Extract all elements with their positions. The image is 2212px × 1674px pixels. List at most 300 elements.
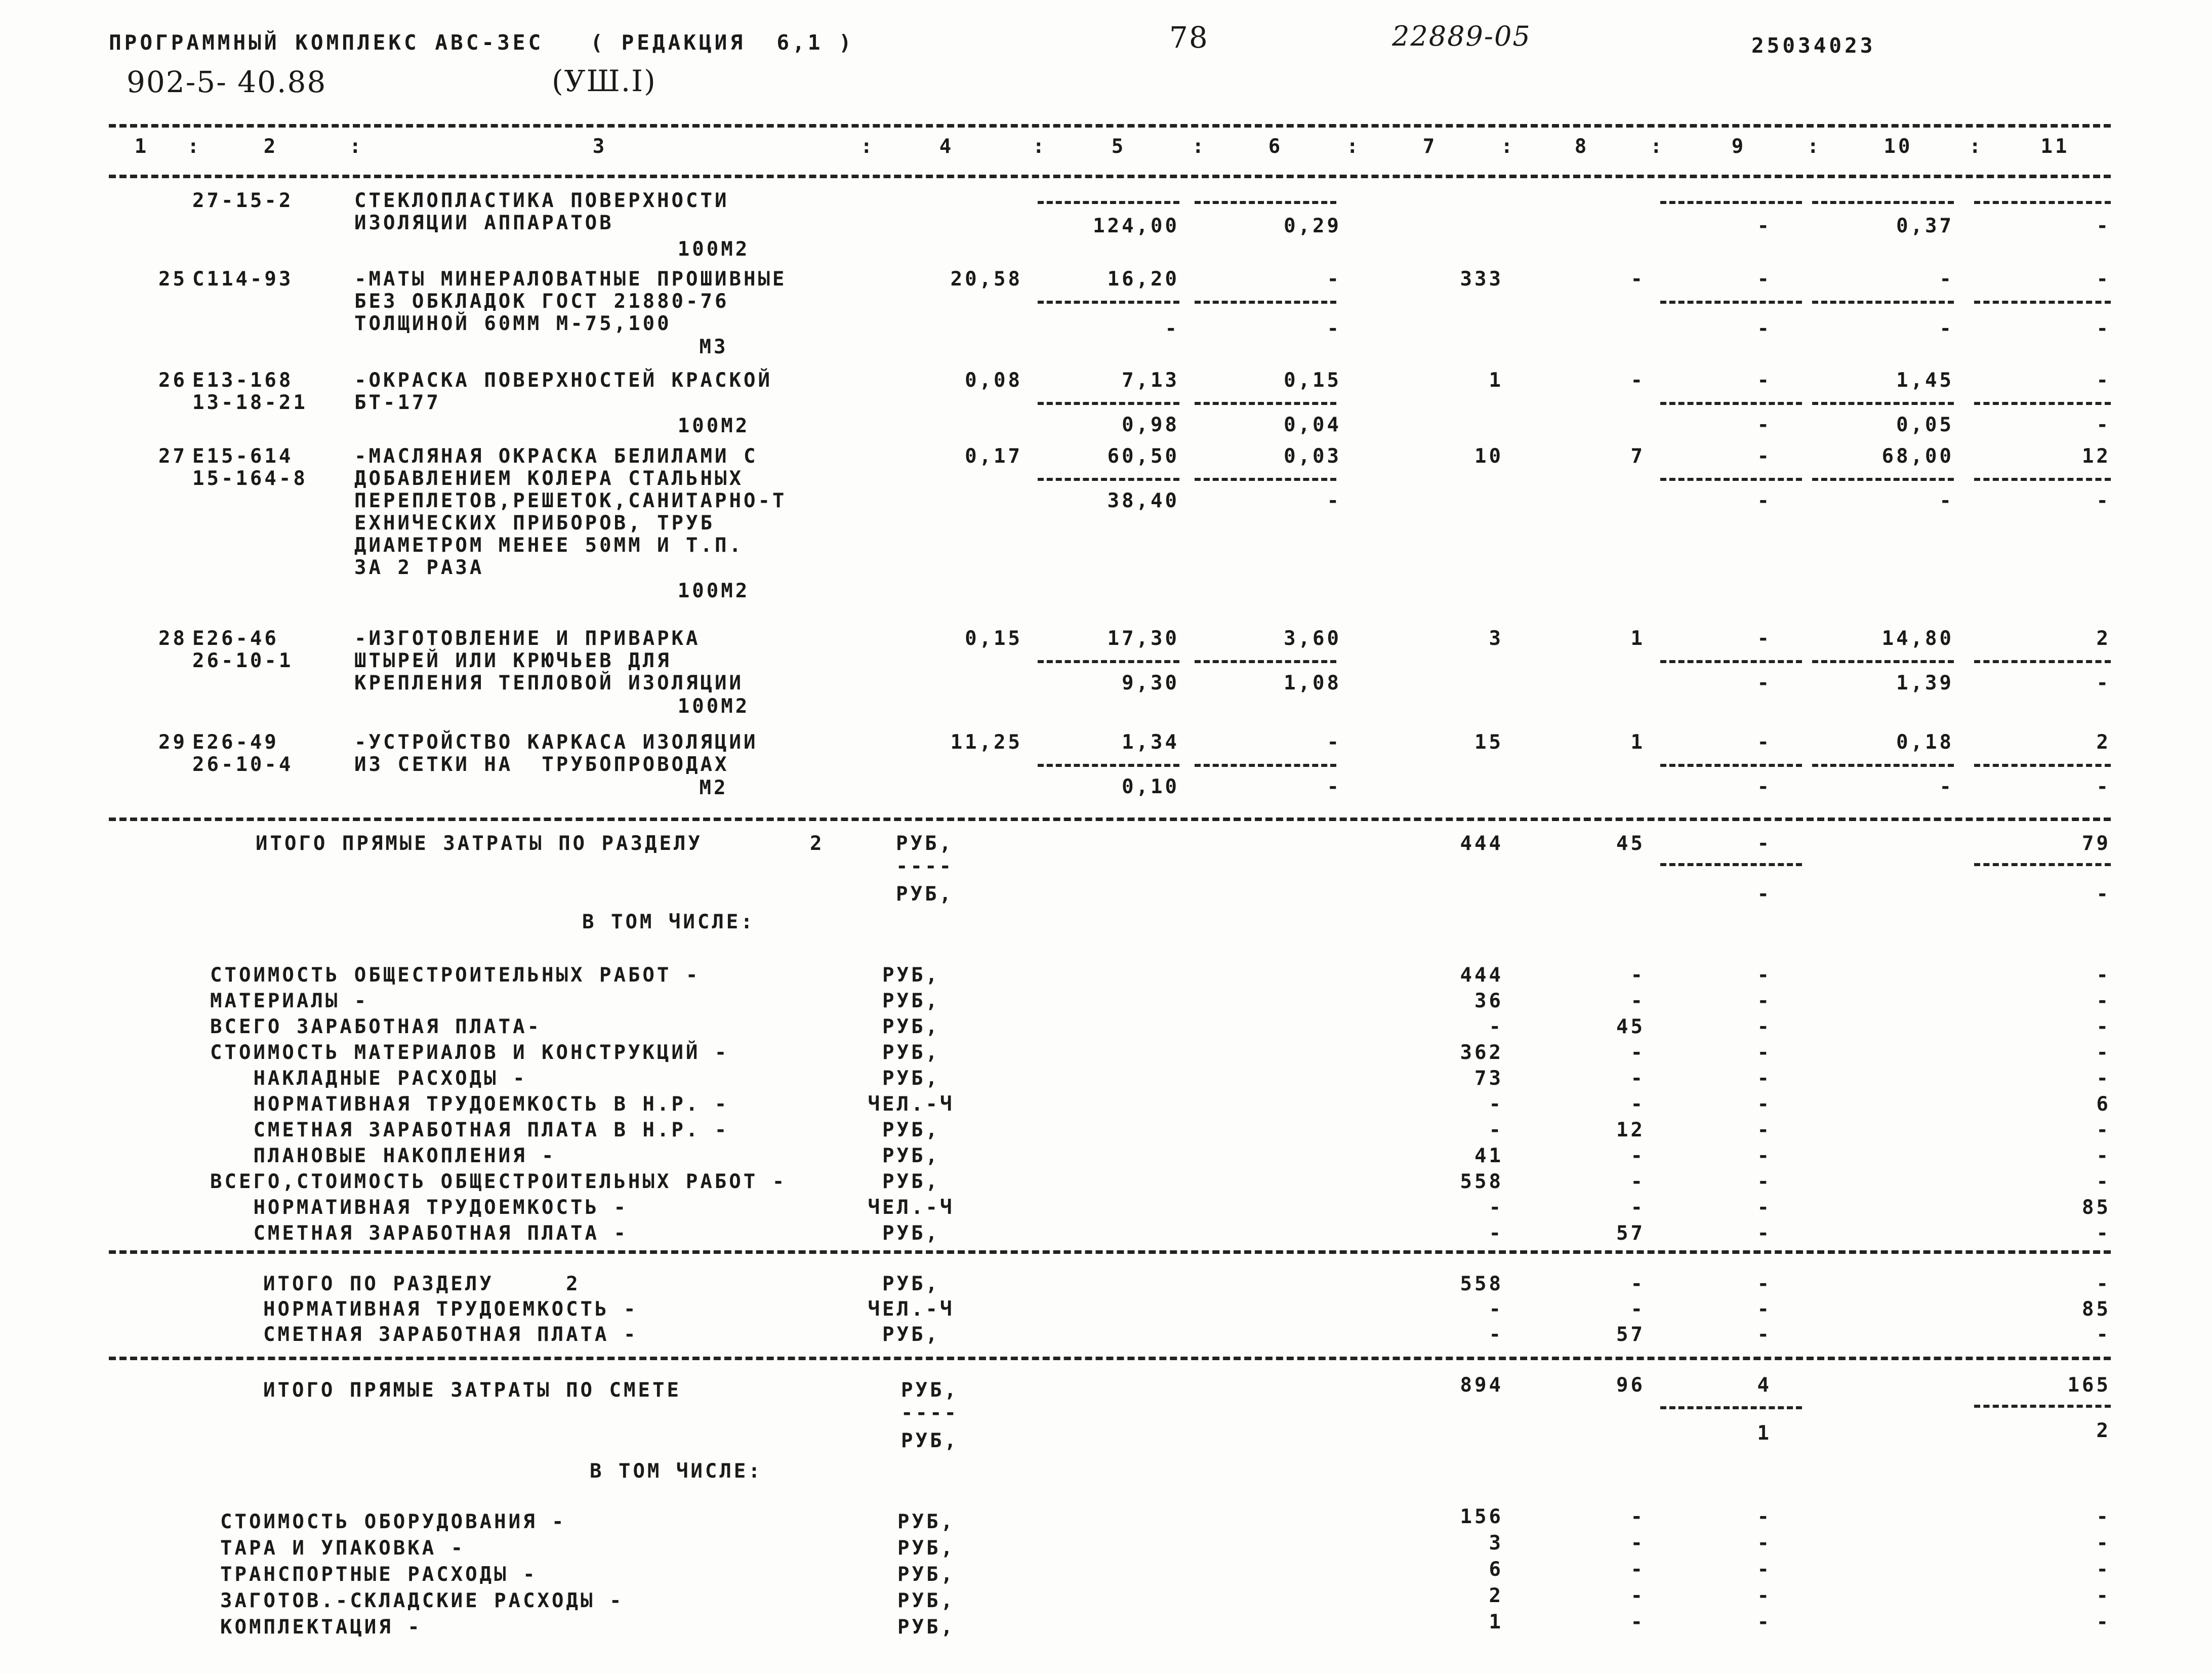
cell-col10-bottom: 1,39 bbox=[1896, 672, 1954, 695]
row-code: 15-164-8 bbox=[192, 467, 308, 490]
column-header-11: 11 bbox=[2040, 135, 2070, 158]
equipment-breakdown-col8: - bbox=[1630, 1611, 1645, 1634]
cell-col8: 7 bbox=[1630, 445, 1645, 468]
breakdown-label: ВСЕГО,СТОИМОСТЬ ОБЩЕСТРОИТЕЛЬНЫХ РАБОТ - bbox=[210, 1170, 787, 1193]
subrule-col6 bbox=[1195, 660, 1336, 663]
cell-col6-top: - bbox=[1327, 268, 1341, 291]
subrule-col6 bbox=[1195, 764, 1336, 767]
breakdown-label: СТОИМОСТЬ ОБЩЕСТРОИТЕЛЬНЫХ РАБОТ - bbox=[210, 964, 701, 987]
section-summary-label: ИТОГО ПО РАЗДЕЛУ 2 bbox=[263, 1273, 581, 1295]
cell-col6-top: 0,15 bbox=[1284, 369, 1341, 392]
subrule-col6 bbox=[1195, 402, 1336, 405]
equipment-breakdown-col9: - bbox=[1757, 1611, 1772, 1634]
cell-col10-top: 68,00 bbox=[1881, 445, 1954, 468]
cell-col5-bottom: - bbox=[1165, 317, 1179, 340]
subrule-col10 bbox=[1812, 660, 1954, 663]
cell-col11-bottom: - bbox=[2096, 215, 2111, 237]
equipment-breakdown-col9: - bbox=[1757, 1584, 1772, 1607]
row-number: 26 bbox=[158, 369, 187, 392]
equipment-breakdown-label: КОМПЛЕКТАЦИЯ - bbox=[220, 1616, 422, 1639]
subrule-col11 bbox=[1974, 1405, 2111, 1408]
breakdown-col9: - bbox=[1757, 990, 1772, 1012]
cell-col9-bottom: - bbox=[1757, 317, 1772, 340]
cell-col5-bottom: 38,40 bbox=[1107, 489, 1179, 512]
breakdown-col8: 12 bbox=[1616, 1119, 1645, 1141]
row-code: 26-10-4 bbox=[192, 753, 294, 776]
document-code: 22889-05 bbox=[1392, 20, 1531, 52]
breakdown-col7: 558 bbox=[1460, 1170, 1503, 1193]
section-summary-col9: - bbox=[1757, 1273, 1772, 1295]
row-description: -ИЗГОТОВЛЕНИЕ И ПРИВАРКА bbox=[354, 627, 701, 650]
breakdown-label: НОРМАТИВНАЯ ТРУДОЕМКОСТЬ - bbox=[210, 1196, 628, 1219]
breakdown-col8: 45 bbox=[1616, 1015, 1645, 1038]
row-code: 26-10-1 bbox=[192, 649, 294, 672]
cell-col11-bottom: - bbox=[2096, 489, 2111, 512]
section-summary-col8: - bbox=[1630, 1273, 1645, 1295]
row-unit: М2 bbox=[699, 777, 728, 799]
breakdown-col9: - bbox=[1757, 1222, 1772, 1245]
section-total-col8: 45 bbox=[1616, 832, 1645, 855]
cell-col11-top: - bbox=[2096, 268, 2111, 291]
breakdown-col9: - bbox=[1757, 1067, 1772, 1090]
equipment-breakdown-label: ЗАГОТОВ.-СКЛАДСКИЕ РАСХОДЫ - bbox=[220, 1589, 624, 1612]
cell-col6-bottom: - bbox=[1327, 317, 1341, 340]
cell-col10-top: 1,45 bbox=[1896, 369, 1954, 392]
cell-col6-bottom: - bbox=[1327, 489, 1341, 512]
breakdown-col9: - bbox=[1757, 1015, 1772, 1038]
breakdown-col7: 41 bbox=[1474, 1145, 1503, 1167]
cell-col6-bottom: 0,04 bbox=[1284, 414, 1341, 436]
cell-col6-top: - bbox=[1327, 731, 1341, 754]
cell-col8: 1 bbox=[1630, 731, 1645, 754]
breakdown-col9: - bbox=[1757, 1170, 1772, 1193]
subrule-col9 bbox=[1660, 1406, 1802, 1409]
cell-col10-bottom: - bbox=[1939, 317, 1954, 340]
row-description: ЗА 2 РАЗА bbox=[354, 556, 484, 579]
equipment-breakdown-label: СТОИМОСТЬ ОБОРУДОВАНИЯ - bbox=[220, 1510, 566, 1533]
column-header-9: 9 bbox=[1731, 135, 1746, 158]
section-summary-label: СМЕТНАЯ ЗАРАБОТНАЯ ПЛАТА - bbox=[263, 1323, 638, 1346]
row-description: КРЕПЛЕНИЯ ТЕПЛОВОЙ ИЗОЛЯЦИИ bbox=[354, 672, 744, 695]
subrule-col11 bbox=[1974, 863, 2111, 866]
subrule-col5 bbox=[1038, 201, 1179, 204]
cell-col11-bottom: - bbox=[2096, 414, 2111, 436]
breakdown-col11: - bbox=[2096, 990, 2111, 1012]
cell-col5-top: 7,13 bbox=[1122, 369, 1179, 392]
section-summary-col11: 85 bbox=[2082, 1298, 2111, 1321]
cell-col10-top: 14,80 bbox=[1881, 627, 1954, 650]
breakdown-col8: - bbox=[1630, 1196, 1645, 1219]
subrule-col9 bbox=[1660, 402, 1802, 405]
breakdown-unit: РУБ, bbox=[882, 1041, 940, 1064]
cell-col8: - bbox=[1630, 369, 1645, 392]
section-total-unit-dash: ---- bbox=[896, 855, 954, 878]
section-summary-col8: 57 bbox=[1616, 1323, 1645, 1346]
breakdown-col11: - bbox=[2096, 1222, 2111, 1245]
breakdown-unit: ЧЕЛ.-Ч bbox=[868, 1093, 955, 1116]
row-unit: 100М2 bbox=[677, 415, 750, 437]
breakdown-col9: - bbox=[1757, 1119, 1772, 1141]
cell-col6-top: 0,03 bbox=[1284, 445, 1341, 468]
row-description: -ОКРАСКА ПОВЕРХНОСТЕЙ КРАСКОЙ bbox=[354, 369, 772, 392]
section-total-unit-2: РУБ, bbox=[896, 883, 954, 906]
column-separator: : bbox=[1033, 135, 1047, 158]
equipment-breakdown-unit: РУБ, bbox=[897, 1589, 955, 1612]
breakdown-col11: - bbox=[2096, 1170, 2111, 1193]
column-separator: : bbox=[1969, 135, 1984, 158]
breakdown-col7: - bbox=[1489, 1093, 1503, 1116]
breakdown-col11: - bbox=[2096, 1015, 2111, 1038]
section-total-col11-top: 79 bbox=[2082, 832, 2111, 855]
cell-col11-bottom: - bbox=[2096, 672, 2111, 695]
row-unit: 100М2 bbox=[677, 580, 750, 602]
row-unit: 100М2 bbox=[677, 238, 750, 261]
subrule-col11 bbox=[1974, 660, 2111, 663]
subrule-col10 bbox=[1812, 478, 1954, 481]
page-number: 78 bbox=[1169, 20, 1209, 55]
column-separator: : bbox=[861, 135, 875, 158]
breakdown-col9: - bbox=[1757, 1041, 1772, 1064]
column-header-4: 4 bbox=[939, 135, 954, 158]
subrule-col9 bbox=[1660, 660, 1802, 663]
estimate-total-col11-bottom: 2 bbox=[2096, 1419, 2111, 1442]
cell-col8: - bbox=[1630, 268, 1645, 291]
breakdown-col9: - bbox=[1757, 1093, 1772, 1116]
estimate-total-col7: 894 bbox=[1460, 1374, 1503, 1397]
breakdown-col7: - bbox=[1489, 1196, 1503, 1219]
including-heading-2: В ТОМ ЧИСЛЕ: bbox=[590, 1460, 763, 1483]
subrule-col5 bbox=[1038, 301, 1179, 304]
cell-col9-bottom: - bbox=[1757, 672, 1772, 695]
row-description: ДИАМЕТРОМ МЕНЕЕ 50ММ И Т.П. bbox=[354, 534, 744, 557]
column-separator: : bbox=[1650, 135, 1665, 158]
section-summary-col8: - bbox=[1630, 1298, 1645, 1321]
section-total-number: 2 bbox=[810, 832, 825, 855]
section-total-col9-top: - bbox=[1757, 832, 1772, 855]
section-summary-col11: - bbox=[2096, 1273, 2111, 1295]
breakdown-unit: РУБ, bbox=[882, 1119, 940, 1141]
cell-col5-bottom: 124,00 bbox=[1093, 215, 1179, 237]
cell-col6-top: 3,60 bbox=[1284, 627, 1341, 650]
cell-col7: 1 bbox=[1489, 369, 1503, 392]
subrule-col5 bbox=[1038, 660, 1179, 663]
breakdown-unit: РУБ, bbox=[882, 1170, 940, 1193]
cell-col11-bottom: - bbox=[2096, 775, 2111, 798]
header-bottom-rule bbox=[109, 175, 2111, 178]
cell-col7: 15 bbox=[1474, 731, 1503, 754]
equipment-breakdown-unit: РУБ, bbox=[897, 1510, 955, 1533]
subrule-col11 bbox=[1974, 402, 2111, 405]
section-summary-col11: - bbox=[2096, 1323, 2111, 1346]
cell-col9-top: - bbox=[1757, 445, 1772, 468]
estimate-total-col8: 96 bbox=[1616, 1374, 1645, 1397]
breakdown-col11: - bbox=[2096, 1067, 2111, 1090]
equipment-breakdown-col9: - bbox=[1757, 1532, 1772, 1555]
volume-label: (УШ.I) bbox=[552, 64, 657, 98]
section-summary-col7: 558 bbox=[1460, 1273, 1503, 1295]
cell-col6-bottom: 1,08 bbox=[1284, 672, 1341, 695]
cell-col10-top: - bbox=[1939, 268, 1954, 291]
column-header-10: 10 bbox=[1883, 135, 1913, 158]
breakdown-col8: - bbox=[1630, 990, 1645, 1012]
subrule-col9 bbox=[1660, 478, 1802, 481]
row-description: -УСТРОЙСТВО КАРКАСА ИЗОЛЯЦИИ bbox=[354, 731, 758, 754]
cell-col5-top: 16,20 bbox=[1107, 268, 1179, 291]
row-description: БТ-177 bbox=[354, 391, 441, 414]
row-code: С114-93 bbox=[192, 268, 294, 291]
breakdown-col8: - bbox=[1630, 1145, 1645, 1167]
breakdown-unit: РУБ, bbox=[882, 1222, 940, 1245]
breakdown-col11: - bbox=[2096, 964, 2111, 987]
section-summary-col9: - bbox=[1757, 1298, 1772, 1321]
equipment-breakdown-col11: - bbox=[2096, 1532, 2111, 1555]
cell-col11-bottom: - bbox=[2096, 317, 2111, 340]
cell-col7: 333 bbox=[1460, 268, 1503, 291]
breakdown-col8: - bbox=[1630, 1093, 1645, 1116]
row-description: СТЕКЛОПЛАСТИКА ПОВЕРХНОСТИ bbox=[354, 189, 729, 212]
equipment-breakdown-col8: - bbox=[1630, 1532, 1645, 1555]
row-description: -МАСЛЯНАЯ ОКРАСКА БЕЛИЛАМИ С bbox=[354, 445, 758, 468]
subrule-col5 bbox=[1038, 478, 1179, 481]
breakdown-col9: - bbox=[1757, 1196, 1772, 1219]
cell-col11-top: 2 bbox=[2096, 627, 2111, 650]
breakdown-label: НАКЛАДНЫЕ РАСХОДЫ - bbox=[210, 1067, 527, 1090]
breakdown-col8: - bbox=[1630, 1041, 1645, 1064]
estimate-total-label: ИТОГО ПРЯМЫЕ ЗАТРАТЫ ПО СМЕТЕ bbox=[263, 1379, 681, 1402]
subrule-col11 bbox=[1974, 201, 2111, 204]
cell-col11-top: 12 bbox=[2082, 445, 2111, 468]
section-summary-label: НОРМАТИВНАЯ ТРУДОЕМКОСТЬ - bbox=[263, 1298, 638, 1321]
row-description: ИЗ СЕТКИ НА ТРУБОПРОВОДАХ bbox=[354, 753, 729, 776]
row-description: ИЗОЛЯЦИИ АППАРАТОВ bbox=[354, 212, 614, 234]
subrule-col10 bbox=[1812, 201, 1954, 204]
section-summary-end-rule bbox=[109, 1357, 2111, 1360]
cell-col9-bottom: - bbox=[1757, 775, 1772, 798]
cell-col6-bottom: 0,29 bbox=[1284, 215, 1341, 237]
equipment-breakdown-col11: - bbox=[2096, 1505, 2111, 1528]
cell-col9-top: - bbox=[1757, 731, 1772, 754]
equipment-breakdown-col7: 1 bbox=[1489, 1611, 1503, 1634]
subrule-col6 bbox=[1195, 301, 1336, 304]
document-id: 25034023 bbox=[1751, 33, 1876, 58]
breakdown-col9: - bbox=[1757, 964, 1772, 987]
column-header-8: 8 bbox=[1574, 135, 1589, 158]
cell-col4: 20,58 bbox=[950, 268, 1022, 291]
section-items-end-rule bbox=[109, 818, 2111, 821]
breakdown-col9: - bbox=[1757, 1145, 1772, 1167]
row-description: ДОБАВЛЕНИЕМ КОЛЕРА СТАЛЬНЫХ bbox=[354, 467, 744, 490]
estimate-total-col11-top: 165 bbox=[2067, 1374, 2111, 1397]
row-number: 29 bbox=[158, 731, 187, 754]
breakdown-label: ПЛАНОВЫЕ НАКОПЛЕНИЯ - bbox=[210, 1145, 556, 1167]
equipment-breakdown-unit: РУБ, bbox=[897, 1616, 955, 1639]
column-separator: : bbox=[349, 135, 364, 158]
estimate-total-unit-dash: ---- bbox=[901, 1402, 959, 1424]
cell-col5-bottom: 0,98 bbox=[1122, 414, 1179, 436]
row-code: Е26-46 bbox=[192, 627, 279, 650]
cell-col10-bottom: - bbox=[1939, 489, 1954, 512]
equipment-breakdown-unit: РУБ, bbox=[897, 1537, 955, 1560]
row-description: БЕЗ ОБКЛАДОК ГОСТ 21880-76 bbox=[354, 290, 729, 313]
column-header-7: 7 bbox=[1422, 135, 1438, 158]
breakdown-unit: РУБ, bbox=[882, 964, 940, 987]
column-header-5: 5 bbox=[1111, 135, 1126, 158]
breakdown-col7: - bbox=[1489, 1222, 1503, 1245]
subrule-col10 bbox=[1812, 301, 1954, 304]
section-summary-unit: РУБ, bbox=[882, 1273, 940, 1295]
row-code: Е26-49 bbox=[192, 731, 279, 754]
subrule-col9 bbox=[1660, 764, 1802, 767]
equipment-breakdown-col8: - bbox=[1630, 1558, 1645, 1581]
subrule-col10 bbox=[1812, 764, 1954, 767]
cell-col9-top: - bbox=[1757, 369, 1772, 392]
cell-col5-top: 1,34 bbox=[1122, 731, 1179, 754]
section-summary-unit: ЧЕЛ.-Ч bbox=[868, 1298, 955, 1321]
column-header-2: 2 bbox=[263, 135, 278, 158]
section-total-col11-bottom: - bbox=[2096, 883, 2111, 906]
cell-col6-bottom: - bbox=[1327, 775, 1341, 798]
section-total-label: ИТОГО ПРЯМЫЕ ЗАТРАТЫ ПО РАЗДЕЛУ bbox=[256, 832, 703, 855]
row-code: 13-18-21 bbox=[192, 391, 308, 414]
breakdown-col7: - bbox=[1489, 1015, 1503, 1038]
subrule-col9 bbox=[1660, 301, 1802, 304]
cell-col4: 0,17 bbox=[965, 445, 1022, 468]
breakdown-col11: 6 bbox=[2096, 1093, 2111, 1116]
subrule-col6 bbox=[1195, 201, 1336, 204]
row-description: ЕХНИЧЕСКИХ ПРИБОРОВ, ТРУБ bbox=[354, 512, 715, 535]
subrule-col6 bbox=[1195, 478, 1336, 481]
subrule-col11 bbox=[1974, 764, 2111, 767]
equipment-breakdown-col7: 2 bbox=[1489, 1584, 1503, 1607]
cell-col5-bottom: 0,10 bbox=[1122, 775, 1179, 798]
breakdown-col7: 362 bbox=[1460, 1041, 1503, 1064]
subrule-col11 bbox=[1974, 478, 2111, 481]
cell-col10-bottom: 0,05 bbox=[1896, 414, 1954, 436]
section-summary-col7: - bbox=[1489, 1298, 1503, 1321]
subrule-col9 bbox=[1660, 863, 1802, 866]
project-number: 902-5- 40.88 bbox=[127, 65, 327, 99]
cell-col11-top: - bbox=[2096, 369, 2111, 392]
equipment-breakdown-unit: РУБ, bbox=[897, 1563, 955, 1586]
equipment-breakdown-col9: - bbox=[1757, 1558, 1772, 1581]
cell-col7: 3 bbox=[1489, 627, 1503, 650]
equipment-breakdown-col8: - bbox=[1630, 1505, 1645, 1528]
row-description: ТОЛЩИНОЙ 60ММ М-75,100 bbox=[354, 312, 672, 335]
including-heading: В ТОМ ЧИСЛЕ: bbox=[582, 911, 755, 933]
breakdown-col7: 36 bbox=[1474, 990, 1503, 1012]
breakdown-col11: - bbox=[2096, 1119, 2111, 1141]
row-description: ПЕРЕПЛЕТОВ,РЕШЕТОК,САНИТАРНО-Т bbox=[354, 489, 787, 512]
cell-col7: 10 bbox=[1474, 445, 1503, 468]
section-summary-col7: - bbox=[1489, 1323, 1503, 1346]
equipment-breakdown-col11: - bbox=[2096, 1558, 2111, 1581]
breakdown-label: НОРМАТИВНАЯ ТРУДОЕМКОСТЬ В Н.Р. - bbox=[210, 1093, 729, 1116]
row-number: 28 bbox=[158, 627, 187, 650]
cell-col11-top: 2 bbox=[2096, 731, 2111, 754]
section-total-col7: 444 bbox=[1460, 832, 1503, 855]
equipment-breakdown-col9: - bbox=[1757, 1505, 1772, 1528]
estimate-total-col9-top: 4 bbox=[1757, 1374, 1772, 1397]
subrule-col5 bbox=[1038, 764, 1179, 767]
equipment-breakdown-label: ТАРА И УПАКОВКА - bbox=[220, 1537, 466, 1560]
subrule-col5 bbox=[1038, 402, 1179, 405]
breakdown-col11: - bbox=[2096, 1145, 2111, 1167]
breakdown-unit: РУБ, bbox=[882, 1067, 940, 1090]
equipment-breakdown-col7: 6 bbox=[1489, 1558, 1503, 1581]
row-code: 27-15-2 bbox=[192, 189, 294, 212]
breakdown-col11: 85 bbox=[2082, 1196, 2111, 1219]
breakdown-col8: 57 bbox=[1616, 1222, 1645, 1245]
row-unit: М3 bbox=[699, 336, 728, 358]
breakdown-unit: РУБ, bbox=[882, 1145, 940, 1167]
breakdown-label: СМЕТНАЯ ЗАРАБОТНАЯ ПЛАТА В Н.Р. - bbox=[210, 1119, 729, 1141]
equipment-breakdown-col7: 3 bbox=[1489, 1532, 1503, 1555]
equipment-breakdown-col11: - bbox=[2096, 1611, 2111, 1634]
cell-col9-bottom: - bbox=[1757, 489, 1772, 512]
section-summary-unit: РУБ, bbox=[882, 1323, 940, 1346]
row-number: 27 bbox=[158, 445, 187, 468]
column-header-1: 1 bbox=[134, 135, 149, 158]
cell-col10-bottom: - bbox=[1939, 775, 1954, 798]
estimate-total-col9-bottom: 1 bbox=[1757, 1422, 1772, 1445]
cell-col4: 0,15 bbox=[965, 627, 1022, 650]
cell-col9-top: - bbox=[1757, 627, 1772, 650]
row-description: -МАТЫ МИНЕРАЛОВАТНЫЕ ПРОШИВНЫЕ bbox=[354, 268, 787, 291]
cell-col9-top: - bbox=[1757, 268, 1772, 291]
cell-col9-bottom: - bbox=[1757, 215, 1772, 237]
breakdown-label: ВСЕГО ЗАРАБОТНАЯ ПЛАТА- bbox=[210, 1015, 542, 1038]
subrule-col11 bbox=[1974, 301, 2111, 304]
breakdown-label: СТОИМОСТЬ МАТЕРИАЛОВ И КОНСТРУКЦИЙ - bbox=[210, 1041, 729, 1064]
cell-col4: 0,08 bbox=[965, 369, 1022, 392]
breakdown-col8: - bbox=[1630, 1067, 1645, 1090]
column-separator: : bbox=[1501, 135, 1515, 158]
section-total-col9-bottom: - bbox=[1757, 883, 1772, 906]
row-code: Е13-168 bbox=[192, 369, 294, 392]
row-number: 25 bbox=[158, 268, 187, 291]
cell-col9-bottom: - bbox=[1757, 414, 1772, 436]
column-separator: : bbox=[1346, 135, 1361, 158]
breakdown-label: МАТЕРИАЛЫ - bbox=[210, 990, 369, 1012]
cell-col4: 11,25 bbox=[950, 731, 1022, 754]
column-header-3: 3 bbox=[592, 135, 607, 158]
header-top-rule bbox=[109, 124, 2111, 128]
equipment-breakdown-col7: 156 bbox=[1460, 1505, 1503, 1528]
cell-col5-top: 60,50 bbox=[1107, 445, 1179, 468]
program-title: ПРОГРАММНЫЙ КОМПЛЕКС АВС-3ЕС ( РЕДАКЦИЯ 6,1 ) bbox=[109, 30, 854, 55]
estimate-total-unit: РУБ, bbox=[901, 1379, 959, 1402]
breakdown-label: СМЕТНАЯ ЗАРАБОТНАЯ ПЛАТА - bbox=[210, 1222, 628, 1245]
breakdown-end-rule bbox=[109, 1250, 2111, 1254]
equipment-breakdown-label: ТРАНСПОРТНЫЕ РАСХОДЫ - bbox=[220, 1563, 538, 1586]
estimate-total-unit-2: РУБ, bbox=[901, 1430, 959, 1452]
cell-col5-bottom: 9,30 bbox=[1122, 672, 1179, 695]
cell-col10-bottom: 0,37 bbox=[1896, 215, 1954, 237]
cell-col5-top: 17,30 bbox=[1107, 627, 1179, 650]
column-header-6: 6 bbox=[1268, 135, 1283, 158]
column-separator: : bbox=[187, 135, 202, 158]
column-separator: : bbox=[1807, 135, 1822, 158]
breakdown-col7: - bbox=[1489, 1119, 1503, 1141]
column-separator: : bbox=[1192, 135, 1207, 158]
subrule-col9 bbox=[1660, 201, 1802, 204]
breakdown-col8: - bbox=[1630, 964, 1645, 987]
cell-col10-top: 0,18 bbox=[1896, 731, 1954, 754]
row-unit: 100М2 bbox=[677, 695, 750, 718]
breakdown-unit: ЧЕЛ.-Ч bbox=[868, 1196, 955, 1219]
section-summary-col9: - bbox=[1757, 1323, 1772, 1346]
equipment-breakdown-col11: - bbox=[2096, 1584, 2111, 1607]
